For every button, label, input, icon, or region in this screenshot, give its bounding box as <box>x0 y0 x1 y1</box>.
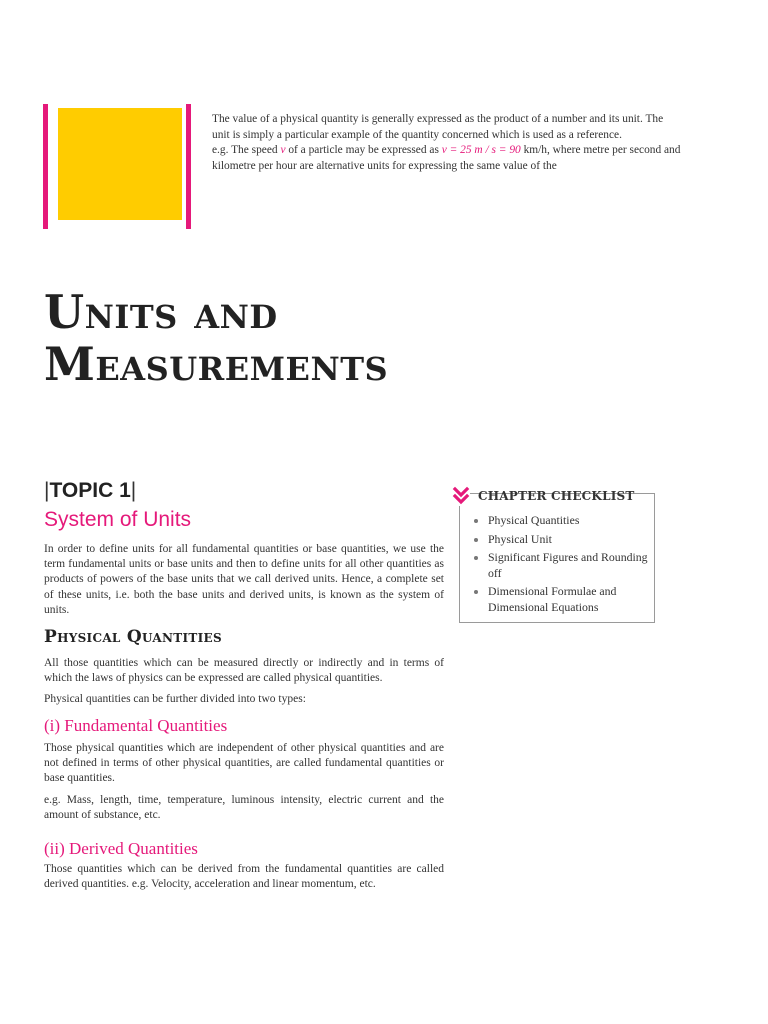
topic-divider-left: | <box>44 479 50 502</box>
double-chevron-down-icon <box>452 486 470 506</box>
intro-math-var: v <box>280 144 286 157</box>
left-accent-bar <box>43 104 48 229</box>
topic-divider-right: | <box>130 479 137 502</box>
body-paragraph: All those quantities which can be measured directly or indirectly and in terms of which the laws of physics can be expressed are called physical quantities. <box>44 657 444 685</box>
physical-quantities-heading: Physical Quantities <box>44 627 222 647</box>
intro-text-part: e.g. The speed <box>212 144 281 157</box>
body-paragraph: e.g. Mass, length, time, temperature, luminous intensity, electric current and the amount of substance, etc. <box>44 793 444 821</box>
body-paragraph: Those quantities which can be derived from the fundamental quantities are called derived quantities. e.g. Velocity, acceleration and linear momentum, etc. <box>44 863 444 891</box>
chapter-title <box>44 286 388 390</box>
checklist-item <box>486 513 650 529</box>
intro-text-part: of a particle may be expressed as <box>285 144 442 157</box>
fundamental-quantities-heading: (i) Fundamental Quantities <box>44 716 228 735</box>
chapter-title-line-1: Units and <box>44 285 278 339</box>
bullet-icon <box>474 590 478 594</box>
body-paragraph: In order to define units for all fundamental quantities or base quantities, we use the term fundamental units or base units and then to define units for all other quantities as products of powers of the base units that we call derived units. Hence, a complete set of these units, i.e. both the base units and derived units, is known as the system of units. <box>44 543 444 616</box>
intro-text <box>212 112 682 174</box>
checklist-item <box>486 532 650 548</box>
intro-text-part: km/h, where metre per second and kilometre per hour are alternative units for expressing the same value of the <box>212 144 681 172</box>
fundamental-quantities-text <box>44 741 444 829</box>
checklist-items <box>486 513 650 618</box>
checklist-item <box>486 584 650 615</box>
physical-quantities-text <box>44 656 444 714</box>
checklist-item-label: Physical Unit <box>488 531 552 546</box>
intro-paragraph-1: The value of a physical quantity is generally expressed as the product of a number and its unit. The unit is simply a particular example of the quantity concerned which is used as a reference. <box>212 113 664 141</box>
derived-quantities-text <box>44 862 444 898</box>
intro-paragraph-2 <box>212 143 682 174</box>
bullet-icon <box>474 556 478 560</box>
body-paragraph: Those physical quantities which are independent of other physical quantities and are not defined in terms of other physical quantities, are called fundamental quantities or base quantities. <box>44 742 444 785</box>
topic-title: System of Units <box>44 508 192 531</box>
right-accent-bar <box>186 104 191 229</box>
decorative-yellow-box <box>58 108 182 220</box>
chapter-checklist-box <box>459 493 655 623</box>
checklist-item-label: Physical Quantities <box>488 513 580 527</box>
bullet-icon <box>474 519 478 523</box>
bullet-icon <box>474 538 478 542</box>
body-paragraph: Physical quantities can be further divided into two types: <box>44 693 306 706</box>
system-of-units-paragraph <box>44 542 444 624</box>
checklist-title: CHAPTER CHECKLIST <box>478 489 635 503</box>
derived-quantities-heading: (ii) Derived Quantities <box>44 839 198 858</box>
topic-label <box>44 479 136 503</box>
checklist-item-label: Significant Figures and Rounding off <box>488 550 648 580</box>
intro-math-expression: v = 25 m / s = 90 <box>441 144 521 157</box>
chapter-title-line-2: Measurements <box>44 337 389 391</box>
topic-label-text: TOPIC 1 <box>49 479 131 502</box>
checklist-item-label: Dimensional Formulae and Dimensional Equations <box>488 584 617 614</box>
checklist-item <box>486 550 650 581</box>
